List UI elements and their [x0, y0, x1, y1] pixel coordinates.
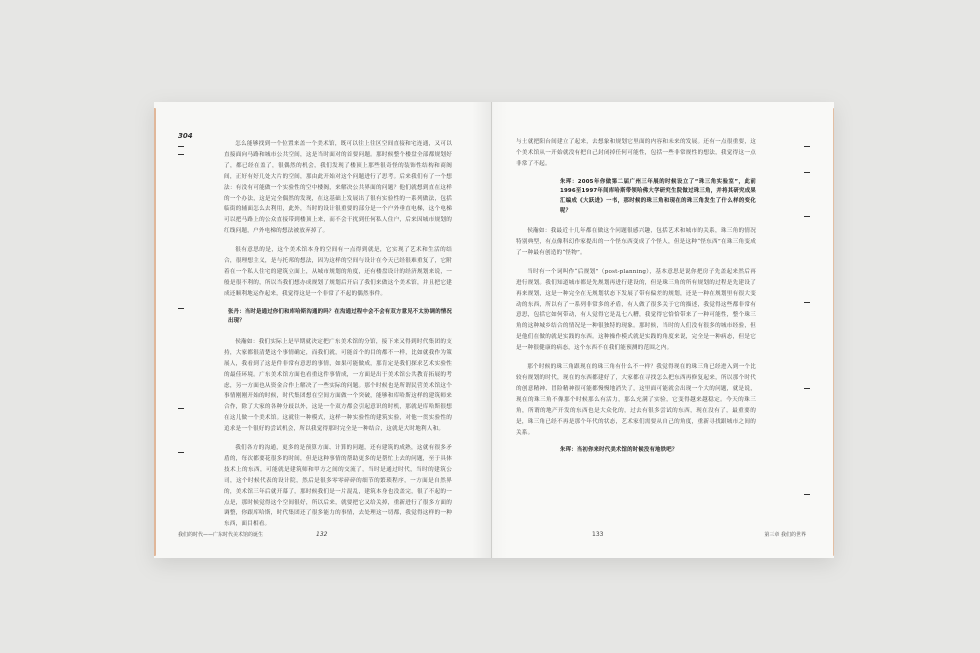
left-page-body: [224, 139, 452, 538]
margin-tick: [804, 172, 810, 173]
paragraph: 侯瀚如：我最近十几年都在做这个问题很感兴趣，包括艺术和城市的关系，珠三角的情况特别典型，有点像科幻作家提出的一个怪东西变成了个怪人，但是这种“怪东西”在珠三角变成了一种最有创造的“怪物”。: [516, 228, 756, 256]
interview-question: 朱珲：当初你来时代美术馆的时候没有地铁吧？: [560, 447, 678, 454]
paragraph: 当时有一个词叫作“后规划”（post-planning），基本意思是说你把房子先盖起来然后再进行规划。我们知道城市都是先规划再进行建设的，但是珠三角的所有规划的过程是先建设了再来规划，这是一种完全在无规划状态下发展了带有偏差的规划，还是一种在规划里有很大变动的东西，所以有了一系列非常多的矛盾，有人做了很多关于它的描述，我觉得这些都非常有意思，包括它如何带动，有人觉得它是乱七八糟，我觉得它恰恰带来了一种可能性，整个珠三角的这种城乡结合的情况是一种很独特的现象。那时候，当时的人们没有很多的城市经验，但是他们在做的就是实践的东西。这种操作模式就是实践的角度来说，完全是一种病态，但是它是一种很健康的病态，这个东西不在我们能预测的范围之内。: [516, 268, 756, 352]
left-page-edge: [154, 108, 156, 556]
paragraph: 很有意思的是，这个美术馆本身的空间有一点得到就是，它实现了艺术和生活的结合，很理想主义，是与托邦的想法，因为这样的空间与设计在今天已经很难重复了，它附着在一个私人住宅的建筑立面上，从城市规划的角度，还有楼盘设计的经济规划来说，一般是很不利的，所以当我们想办成规划了规划后开启了我们来做这个美术馆，并且把它建成还顺利地运作起来，我觉得这是一个非常了不起的偶然事件。: [224, 247, 452, 297]
margin-tick: [804, 388, 810, 389]
paragraph: 侯瀚如：我们实际上是早期就决定把广东美术馆的分馆，接下来又得到时代集团的支持，大家都很清楚这个事情确定，而我们就，可能首个的目的都不一样，比如就我作为策展人，我看到了这是件非常有意思的事情，如果可能做成，那肯定是我们探求艺术实验性的最佳环境。广东美术馆方面也看重这件事情成，一方面是出于美术馆公共教育拓展的考虑，另一方面也从资金合作上解决了一些实际的问题。那个时候也是所谓民营美术馆这个事情刚刚开始的时候，时代集团想在空间方面做一个突破，能够和库哈斯这样的建筑师来合作，除了大家的各种分歧以外，这是一个双方都会引起意识的时机，那就是库哈斯很想在这儿做一个美术馆。这就往一种模式，这样一种实验性的建筑实验，对他一贯实验性的追求是一个很好的尝试机会，所以我觉得那时完全是一种结合，这就是大时地利人和。: [224, 338, 452, 433]
margin-tick: [178, 452, 184, 453]
interview-question: 张丹：当时是通过你们和库哈斯沟通的吗？在沟通过程中会不会有双方意见不太协调的情况出现？: [228, 308, 452, 325]
margin-tick: [178, 308, 184, 309]
margin-tick: [178, 154, 184, 155]
margin-tick: [178, 146, 184, 147]
left-footer-page-number: 132: [316, 531, 328, 538]
paragraph: 我们各方的沟通，更多的是预算方面、计算的问题，还有建筑的成熟，这就有很多矛盾的，每次都要花很多的时间，但是这种事情的帮助更多的是帮忙上去的问题，至于具体技术上的东西，可能就是建筑师和甲方之间的交流了，当时是通过时代，当时的建筑公司，这个时候代表的设计院，然后是很多零零碎碎的细节的繁琐程序，一方面是自然界的，美术馆三年后就开幕了，那时候我们是一片混乱，建筑本身也没盖完，很了不起的一点是，那时候觉得这个空间很好，所以后来，就要把它又给关掉，重新进行了很多方面的调整，你跟库哈斯，时代集团还了很多能力的事情，去处理这一切都，我觉得这样的一种东西，面目相看。: [224, 445, 452, 528]
left-footer-title: 我们的时代——广东时代美术馆的诞生: [178, 532, 264, 538]
margin-tick: [804, 216, 810, 217]
right-footer-page-number: 133: [592, 531, 604, 538]
paragraph: 怎么能够找到一个位置来盖一个美术馆，既可以往上往区空间直接和宅连通，又可以直接面向马路和城市公共空间，这是当时面对的首要问题。那时候整个楼盘全部都规划好了，都已经在盖了，很偶然的机会，我们发现了楼顶上那些很奇怪的装饰性结构和商阁间，正好有好几处大片的空间，那由此开始对这个问题进行了思考。后来我们有了一个想法：有没有可能做一个实验性的空中楼阁，来解决公共界面的问题？他们就想到直在这样的一个办法，这是完全偶然的发现，在这基础上发展出了很有实验性的一系列做法，包括临街的辅面怎么去利用，此外，当时的设计很重要的部分是一个户外垂直电梯，这个电梯可以把马路上的公众直接带到楼顶上来，而不会干扰到任何私人住户，后来因城市规划的红线问题，户外电梯的想法被放弃掉了。: [224, 141, 452, 235]
interview-question: 朱珲：2005年你做第二届广州三年展的时候设立了“珠三角实验室”，此前1996至1997年间库哈斯带领哈佛大学研究生院做过珠三角，并将其研究成果汇编成《大跃进》一书，那时候的珠三角和现在的珠三角发生了什么样的变化呢？: [560, 178, 756, 214]
left-page: [154, 102, 492, 558]
right-page-body: [516, 137, 756, 466]
paragraph: 那个时候的珠三角跟现在的珠三角有什么不一样？我觉得现在的珠三角已经进入到一个比较有规划的时代，现在的东西都建好了，大家都在寻找怎么把东西再修复起来，所以那个时代的创意精神、冒险精神很可能都慢慢地消失了，这里面可能就会出现一个大的问题，就是说，现在的珠三角不像那个时候那么有活力，那么充满了实验，它变得越来越稳定。今天的珠三角，所谓的地产开发的东西也是大众化的，过去有很多尝试的东西，现在没有了，最重要的是，珠三角已经不再是那个年代的状态，艺术家们需要从自己的角度，重新寻找跟城市之间的关系。: [516, 364, 756, 436]
margin-tick: [178, 408, 184, 409]
right-footer-title: 第三章 我们的世界: [764, 532, 806, 538]
paragraph: 与土就把阳台间建立了起来，去想象和规划它里面的内容和未来的发展。还有一点很重要，这个美术馆从一开始就没有把自己封闭掉任何可能性，包括一些非常规性的想法，我觉得这一点非常了不起。: [516, 139, 756, 167]
left-top-page-number: 304: [178, 132, 193, 140]
right-page-edge: [833, 108, 834, 556]
open-book: [154, 102, 834, 558]
margin-tick: [804, 494, 810, 495]
margin-tick: [804, 146, 810, 147]
right-page: [492, 102, 834, 558]
margin-tick: [804, 302, 810, 303]
